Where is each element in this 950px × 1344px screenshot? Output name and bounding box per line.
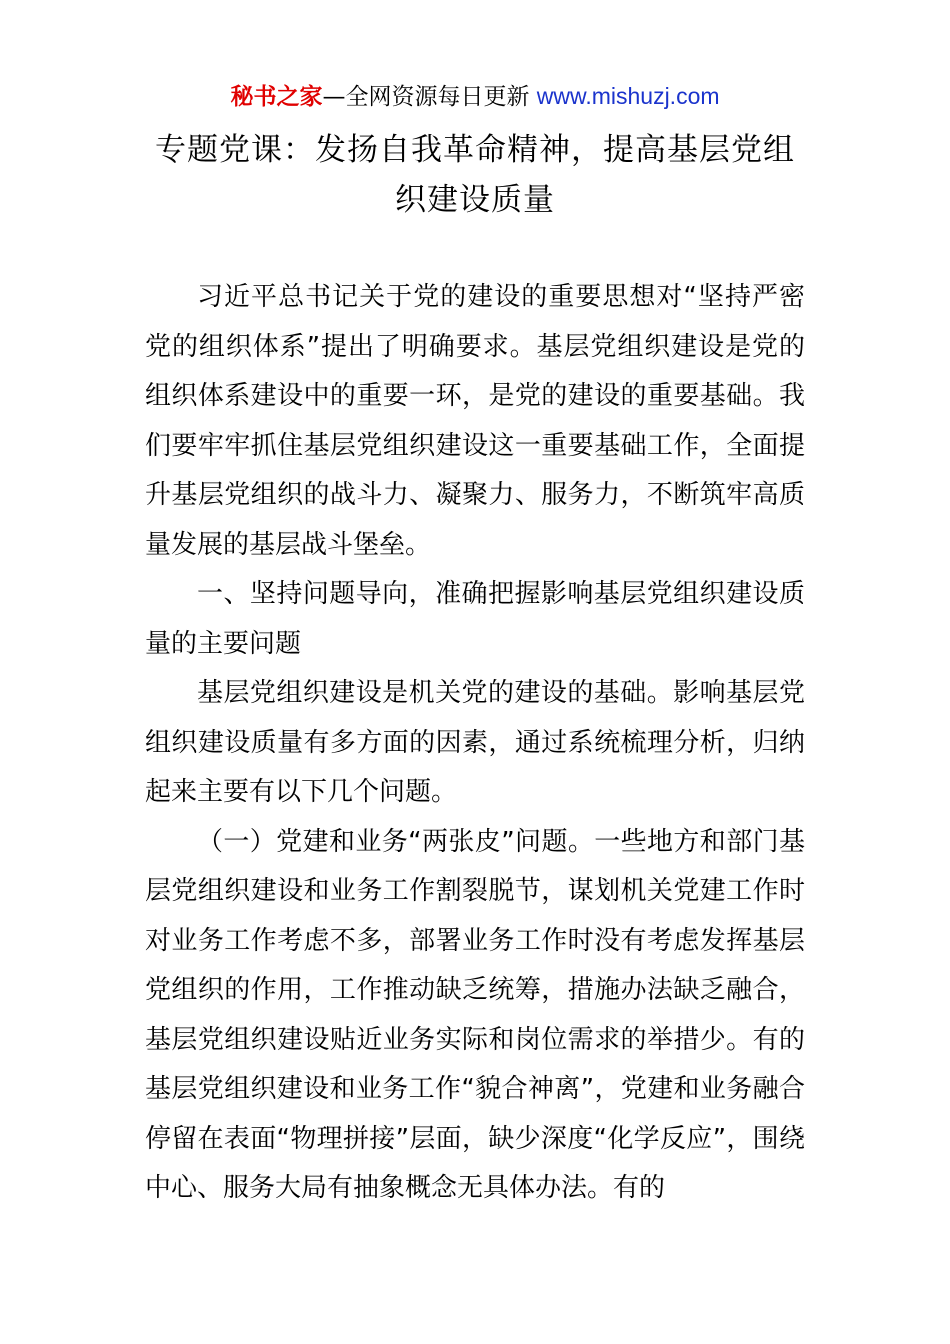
section-heading-1: 一、坚持问题导向，准确把握影响基层党组织建设质量的主要问题 <box>145 579 805 659</box>
paragraph-intro: 习近平总书记关于党的建设的重要思想对“坚持严密党的组织体系”提出了明确要求。基层党组织建设是党的组织体系建设中的重要一环，是党的建设的重要基础。我们要牢牢抓住基层党组织建设这一重要基础工作，全面提升基层党组织的战斗力、凝聚力、服务力，不断筑牢高质量发展的基层战斗堡垒。 <box>145 282 805 560</box>
site-header <box>0 80 950 113</box>
paragraph-section-1: 基层党组织建设是机关党的建设的基础。影响基层党组织建设质量有多方面的因素，通过系统梳理分析，归纳起来主要有以下几个问题。 <box>145 678 805 807</box>
header-tagline: 全网资源每日更新 <box>345 84 530 110</box>
document-body <box>145 273 805 1214</box>
document-title: 专题党课：发扬自我革命精神，提高基层党组织建设质量 <box>155 132 795 218</box>
header-dash: — <box>322 84 346 110</box>
brand-name: 秘书之家 <box>230 84 323 110</box>
site-url[interactable]: www.mishuzj.com <box>536 83 720 109</box>
paragraph-item-1: （一）党建和业务“两张皮”问题。一些地方和部门基层党组织建设和业务工作割裂脱节，谋划机关党建工作时对业务工作考虑不多，部署业务工作时没有考虑发挥基层党组织的作用，工作推动缺乏统筹，措施办法缺乏融合，基层党组织建设贴近业务实际和岗位需求的举措少。有的基层党组织建设和业务工作“貌合神离”，党建和业务融合停留在表面“物理拼接”层面，缺少深度“化学反应”，围绕中心、服务大局有抽象概念无具体办法。有的 <box>145 826 805 1203</box>
